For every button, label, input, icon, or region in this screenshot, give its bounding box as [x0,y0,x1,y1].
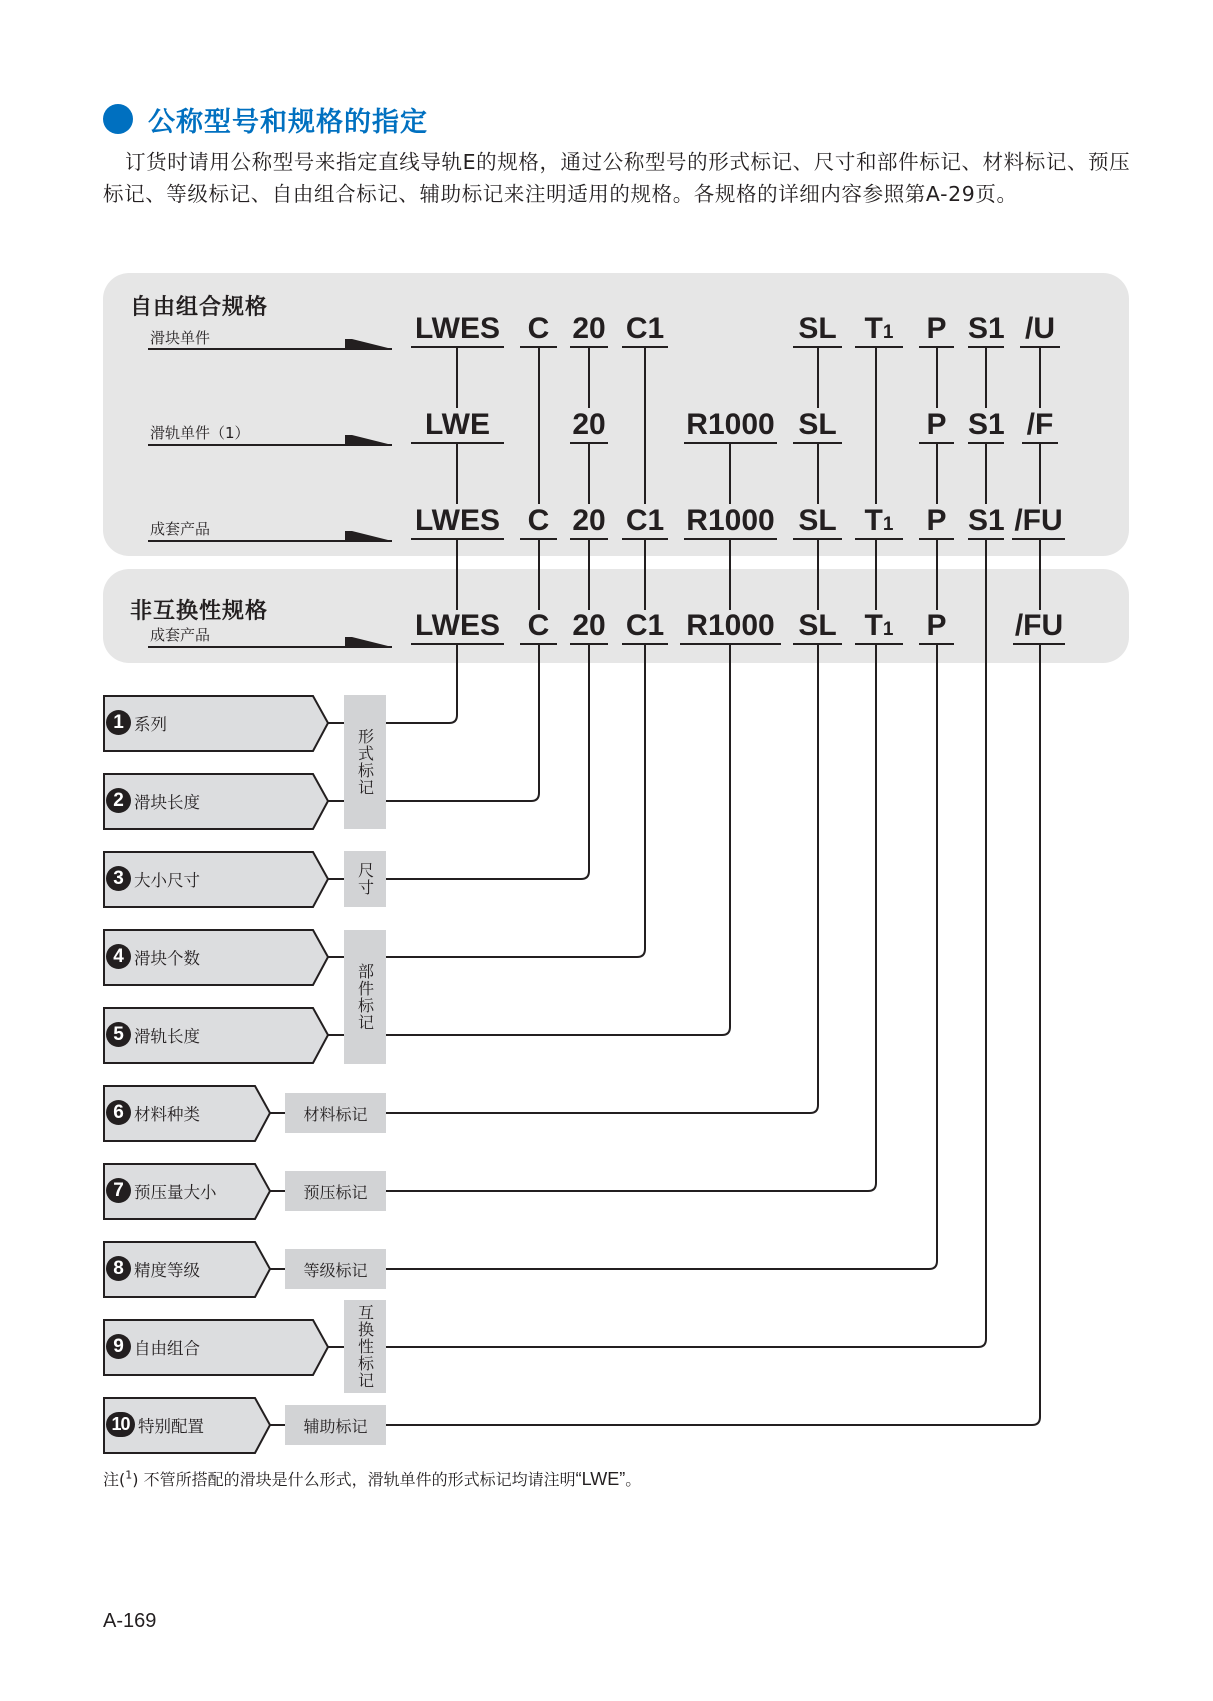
code-series: LWE [425,408,490,441]
code-rail-length: R1000 [686,408,775,441]
number-badge-icon: 3 [106,866,131,891]
code-series: LWES [414,312,500,345]
code-size: 20 [572,408,606,441]
code-grade: P [926,504,947,537]
code-material: SL [798,312,837,345]
number-badge-icon: 8 [106,1256,131,1281]
code-slider-count: C1 [625,609,665,642]
item-preload: 7 预压量大小 [106,1178,217,1203]
number-badge-icon: 2 [106,788,131,813]
code-interchange: S1 [968,504,1005,537]
item-special-config: 10 特别配置 [106,1412,204,1437]
group-auxiliary-mark: 辅助标记 [285,1405,386,1445]
number-badge-icon: 4 [106,944,131,969]
number-badge-icon: 6 [106,1100,131,1125]
group-size-mark: 尺寸 [344,851,386,907]
item-size: 3 大小尺寸 [106,866,200,891]
number-badge-icon: 1 [106,710,131,735]
row-label-assembly-nonint: 成套产品 [150,626,211,644]
code-interchange: S1 [968,408,1005,441]
group-part-mark: 部件标记 [344,930,386,1064]
number-badge-icon: 9 [106,1334,131,1359]
code-slider-length: C [527,312,550,345]
item-slider-length: 2 滑块长度 [106,788,200,813]
item-accuracy-grade: 8 精度等级 [106,1256,200,1281]
item-free-combination: 9 自由组合 [106,1334,200,1359]
group-preload-mark: 预压标记 [285,1171,386,1211]
code-material: SL [798,609,837,642]
code-preload: T1 [864,504,894,537]
group-form-mark: 形式标记 [344,695,386,829]
code-special: /FU [1014,609,1064,642]
item-series: 1 系列 [106,710,167,735]
code-series: LWES [414,504,500,537]
code-series: LWES [414,609,500,642]
code-grade: P [926,312,947,345]
code-slider-count: C1 [625,312,665,345]
item-rail-length: 5 滑轨长度 [106,1022,200,1047]
code-slider-length: C [527,609,550,642]
number-badge-icon: 7 [106,1178,131,1203]
code-preload: T1 [864,312,894,345]
code-rail-length: R1000 [686,609,775,642]
group-material-mark: 材料标记 [285,1093,386,1133]
row-label-rail-unit: 滑轨单件（1） [150,424,250,442]
number-badge-icon: 10 [106,1412,135,1437]
code-size: 20 [572,504,606,537]
code-size: 20 [572,312,606,345]
row-label-slider-unit: 滑块单件 [150,329,211,347]
group-grade-mark: 等级标记 [285,1249,386,1289]
code-size: 20 [572,609,606,642]
code-preload: T1 [864,609,894,642]
non-interchangeable-title: 非互换性规格 [130,599,269,624]
free-combination-title: 自由组合规格 [130,295,269,320]
code-special: /F [1026,408,1054,441]
code-grade: P [926,408,947,441]
code-interchange: S1 [968,312,1005,345]
code-slider-count: C1 [625,504,665,537]
row-label-assembly: 成套产品 [150,520,211,538]
page-number: A-169 [103,1610,157,1632]
item-material: 6 材料种类 [106,1100,200,1125]
code-material: SL [798,504,837,537]
page-title: 公称型号和规格的指定 [148,107,428,138]
item-slider-count: 4 滑块个数 [106,944,200,969]
code-special: /FU [1014,504,1063,537]
code-grade: P [926,609,947,642]
number-badge-icon: 5 [106,1022,131,1047]
code-slider-length: C [527,504,550,537]
intro-text: 订货时请用公称型号来指定直线导轨E的规格，通过公称型号的形式标记、尺寸和部件标记、材料标记、预压标记、等级标记、自由组合标记、辅助标记来注明适用的规格。各规格的详细内容参照第A-29页。 [103,150,1131,206]
code-material: SL [798,408,837,441]
code-special: /U [1025,312,1055,345]
code-rail-length: R1000 [686,504,775,537]
footnote: 注($^1$) 不管所搭配的滑块是什么形式，滑轨单件的形式标记均请注明“LWE”。 [103,1468,642,1489]
group-interchange-mark: 互换性标记 [344,1300,386,1393]
